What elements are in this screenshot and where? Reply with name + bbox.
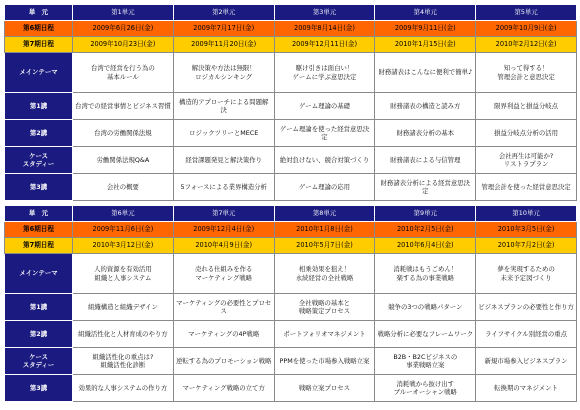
schedule-cell: 台湾での経営事情とビジネス習慣 [73,93,174,120]
schedule-cell: 2009年6月26日(金) [73,21,174,37]
schedule-cell: 台湾の労働関係法規 [73,120,174,147]
schedule-cell: 限界利益と損益分岐点 [476,93,577,120]
schedule-cell: ゲーム理論の基礎 [274,93,375,120]
unit-header-row [5,206,577,222]
schedule-table-2 [4,205,577,402]
unit-name-cell: 第8単元 [274,206,375,222]
schedule-cell: 消耗戦はもうごめん！ 楽する為の事業戦略 [375,254,476,294]
schedule-cell: 戦略立案プロセス [274,375,375,402]
schedule-cell: 人的資源を有効活用 組織と人事システム [73,254,174,294]
schedule-cell: ゲーム理論を使った経営意思決定 [274,120,375,147]
schedule-cell: 会社の概要 [73,174,174,201]
schedule-cell: ライフサイクル別経営の重点 [476,321,577,348]
schedule-cell: 台湾で経営を行う為の 基本ルール [73,53,174,93]
schedule-cell: 消耗戦から抜け出す ブルーオーシャン戦略 [375,375,476,402]
row-label: 第6期日程 [5,21,73,37]
schedule-cell: 財務諸表分析による経営意思決定 [375,174,476,201]
row-label: 単 元 [5,5,73,21]
case-study-row [5,147,577,174]
schedule-cell: 構造的アプローチによる問題解決 [173,93,274,120]
schedule-cell: 2009年11月20日(金) [173,37,274,53]
row-label: 第2講 [5,321,73,348]
schedule-cell: PPMを使った市場参入戦略立案 [274,348,375,375]
schedule-cell: 知って得する！ 管理会計と意思決定 [476,53,577,93]
schedule-cell: 5フォースによる業界構造分析 [173,174,274,201]
schedule-cell: 2010年1月8日(金) [274,222,375,238]
term7-date-row [5,238,577,254]
row-label: 第7期日程 [5,238,73,254]
schedule-cell: マーケティングの4P戦略 [173,321,274,348]
schedule-cell: 効果的な人事システムの作り方 [73,375,174,402]
row-label: 第1講 [5,93,73,120]
schedule-cell: 財務諸表による与信管理 [375,147,476,174]
schedule-cell: 経営課題発見と解決策作り [173,147,274,174]
schedule-cell: ロジックツリーとMECE [173,120,274,147]
schedule-cell: 2009年12月11日(金) [274,37,375,53]
term6-date-row [5,222,577,238]
unit-name-cell: 第5単元 [476,5,577,21]
schedule-cell: 会社再生は可能か? リストラプラン [476,147,577,174]
schedule-cell: 2010年6月4日(金) [375,238,476,254]
lecture2-row [5,321,577,348]
unit-name-cell: 第1単元 [73,5,174,21]
schedule-cell: 駆け引きは面白い！ ゲームに学ぶ意思決定 [274,53,375,93]
unit-name-cell: 第10単元 [476,206,577,222]
schedule-cell: 2010年2月5日(金) [375,222,476,238]
case-study-row [5,348,577,375]
row-label: 第7期日程 [5,37,73,53]
main-theme-row [5,53,577,93]
unit-name-cell: 第6単元 [73,206,174,222]
schedule-cell: 2010年3月5日(金) [476,222,577,238]
schedule-cell: 管理会計を使った経営意思決定 [476,174,577,201]
schedule-cell: マーケティングの必要性とプロセス [173,294,274,321]
schedule-cell: 夢を実現するための 未来予定図づくり [476,254,577,294]
lecture3-row [5,375,577,402]
schedule-cell: 2009年10月9日(金) [476,21,577,37]
lecture1-row [5,294,577,321]
row-label: 第3講 [5,375,73,402]
schedule-cell: 2010年1月15日(金) [375,37,476,53]
schedule-cell: 相乗効果を狙え！ 永続経営の全社戦略 [274,254,375,294]
unit-name-cell: 第3単元 [274,5,375,21]
unit-name-cell: 第4単元 [375,5,476,21]
schedule-cell: 2009年8月14日(金) [274,21,375,37]
unit-name-cell: 第9単元 [375,206,476,222]
schedule-cell: 組織活性化と人材育成のやり方 [73,321,174,348]
lecture2-row [5,120,577,147]
schedule-cell: ポートフォリオマネジメント [274,321,375,348]
term7-date-row [5,37,577,53]
schedule-cell: 解決策や方法は無限！ ロジカルシンキング [173,53,274,93]
row-label: 第1講 [5,294,73,321]
schedule-cell: 2009年10月23日(金) [73,37,174,53]
row-label: 第6期日程 [5,222,73,238]
row-label: ケース スタディー [5,147,73,174]
unit-header-row [5,5,577,21]
main-theme-row [5,254,577,294]
schedule-cell: 2010年3月12日(金) [73,238,174,254]
row-label: メインテーマ [5,254,73,294]
schedule-cell: 逆転する為のプロモーション戦略 [173,348,274,375]
schedule-cell: B2B・B2Cビジネスの 事業戦略立案 [375,348,476,375]
schedule-cell: 2009年11月6日(金) [73,222,174,238]
unit-name-cell: 第2単元 [173,5,274,21]
lecture3-row [5,174,577,201]
schedule-cell: 2010年4月9日(金) [173,238,274,254]
row-label: 第2講 [5,120,73,147]
schedule-cell: 競争の3つの戦略パターン [375,294,476,321]
schedule-cell: 売れる仕組みを作る マーケティング戦略 [173,254,274,294]
curriculum-schedule [4,4,576,402]
schedule-cell: 財務諸表分析の基本 [375,120,476,147]
row-label: ケース スタディー [5,348,73,375]
schedule-cell: 絶対負けない、競合対策づくり [274,147,375,174]
schedule-cell: 戦略分析に必要なフレームワーク [375,321,476,348]
schedule-cell: 損益分岐点分析の活用 [476,120,577,147]
schedule-cell: 労働関係法規Q&A [73,147,174,174]
schedule-cell: マーケティング戦略の立て方 [173,375,274,402]
schedule-cell: 全社戦略の基本と 戦略策定プロセス [274,294,375,321]
schedule-cell: ビジネスプランの必要性と作り方 [476,294,577,321]
schedule-cell: 財務諸表はこんなに便利で簡単♪ [375,53,476,93]
row-label: メインテーマ [5,53,73,93]
schedule-table-1 [4,4,577,201]
schedule-cell: 2010年5月7日(金) [274,238,375,254]
schedule-cell: 2009年7月17日(金) [173,21,274,37]
schedule-cell: 新規市場参入ビジネスプラン [476,348,577,375]
term6-date-row [5,21,577,37]
schedule-cell: 転換期のマネジメント [476,375,577,402]
schedule-cell: ゲーム理論の応用 [274,174,375,201]
schedule-cell: 2010年7月2日(金) [476,238,577,254]
schedule-cell: 組織構造と組織デザイン [73,294,174,321]
schedule-cell: 組織活性化の重点は? 組織活性化診断 [73,348,174,375]
row-label: 第3講 [5,174,73,201]
lecture1-row [5,93,577,120]
schedule-cell: 2010年2月12日(金) [476,37,577,53]
row-label: 単 元 [5,206,73,222]
schedule-cell: 財務諸表の構造と読み方 [375,93,476,120]
schedule-cell: 2009年12月4日(金) [173,222,274,238]
unit-name-cell: 第7単元 [173,206,274,222]
schedule-cell: 2009年9月11日(金) [375,21,476,37]
